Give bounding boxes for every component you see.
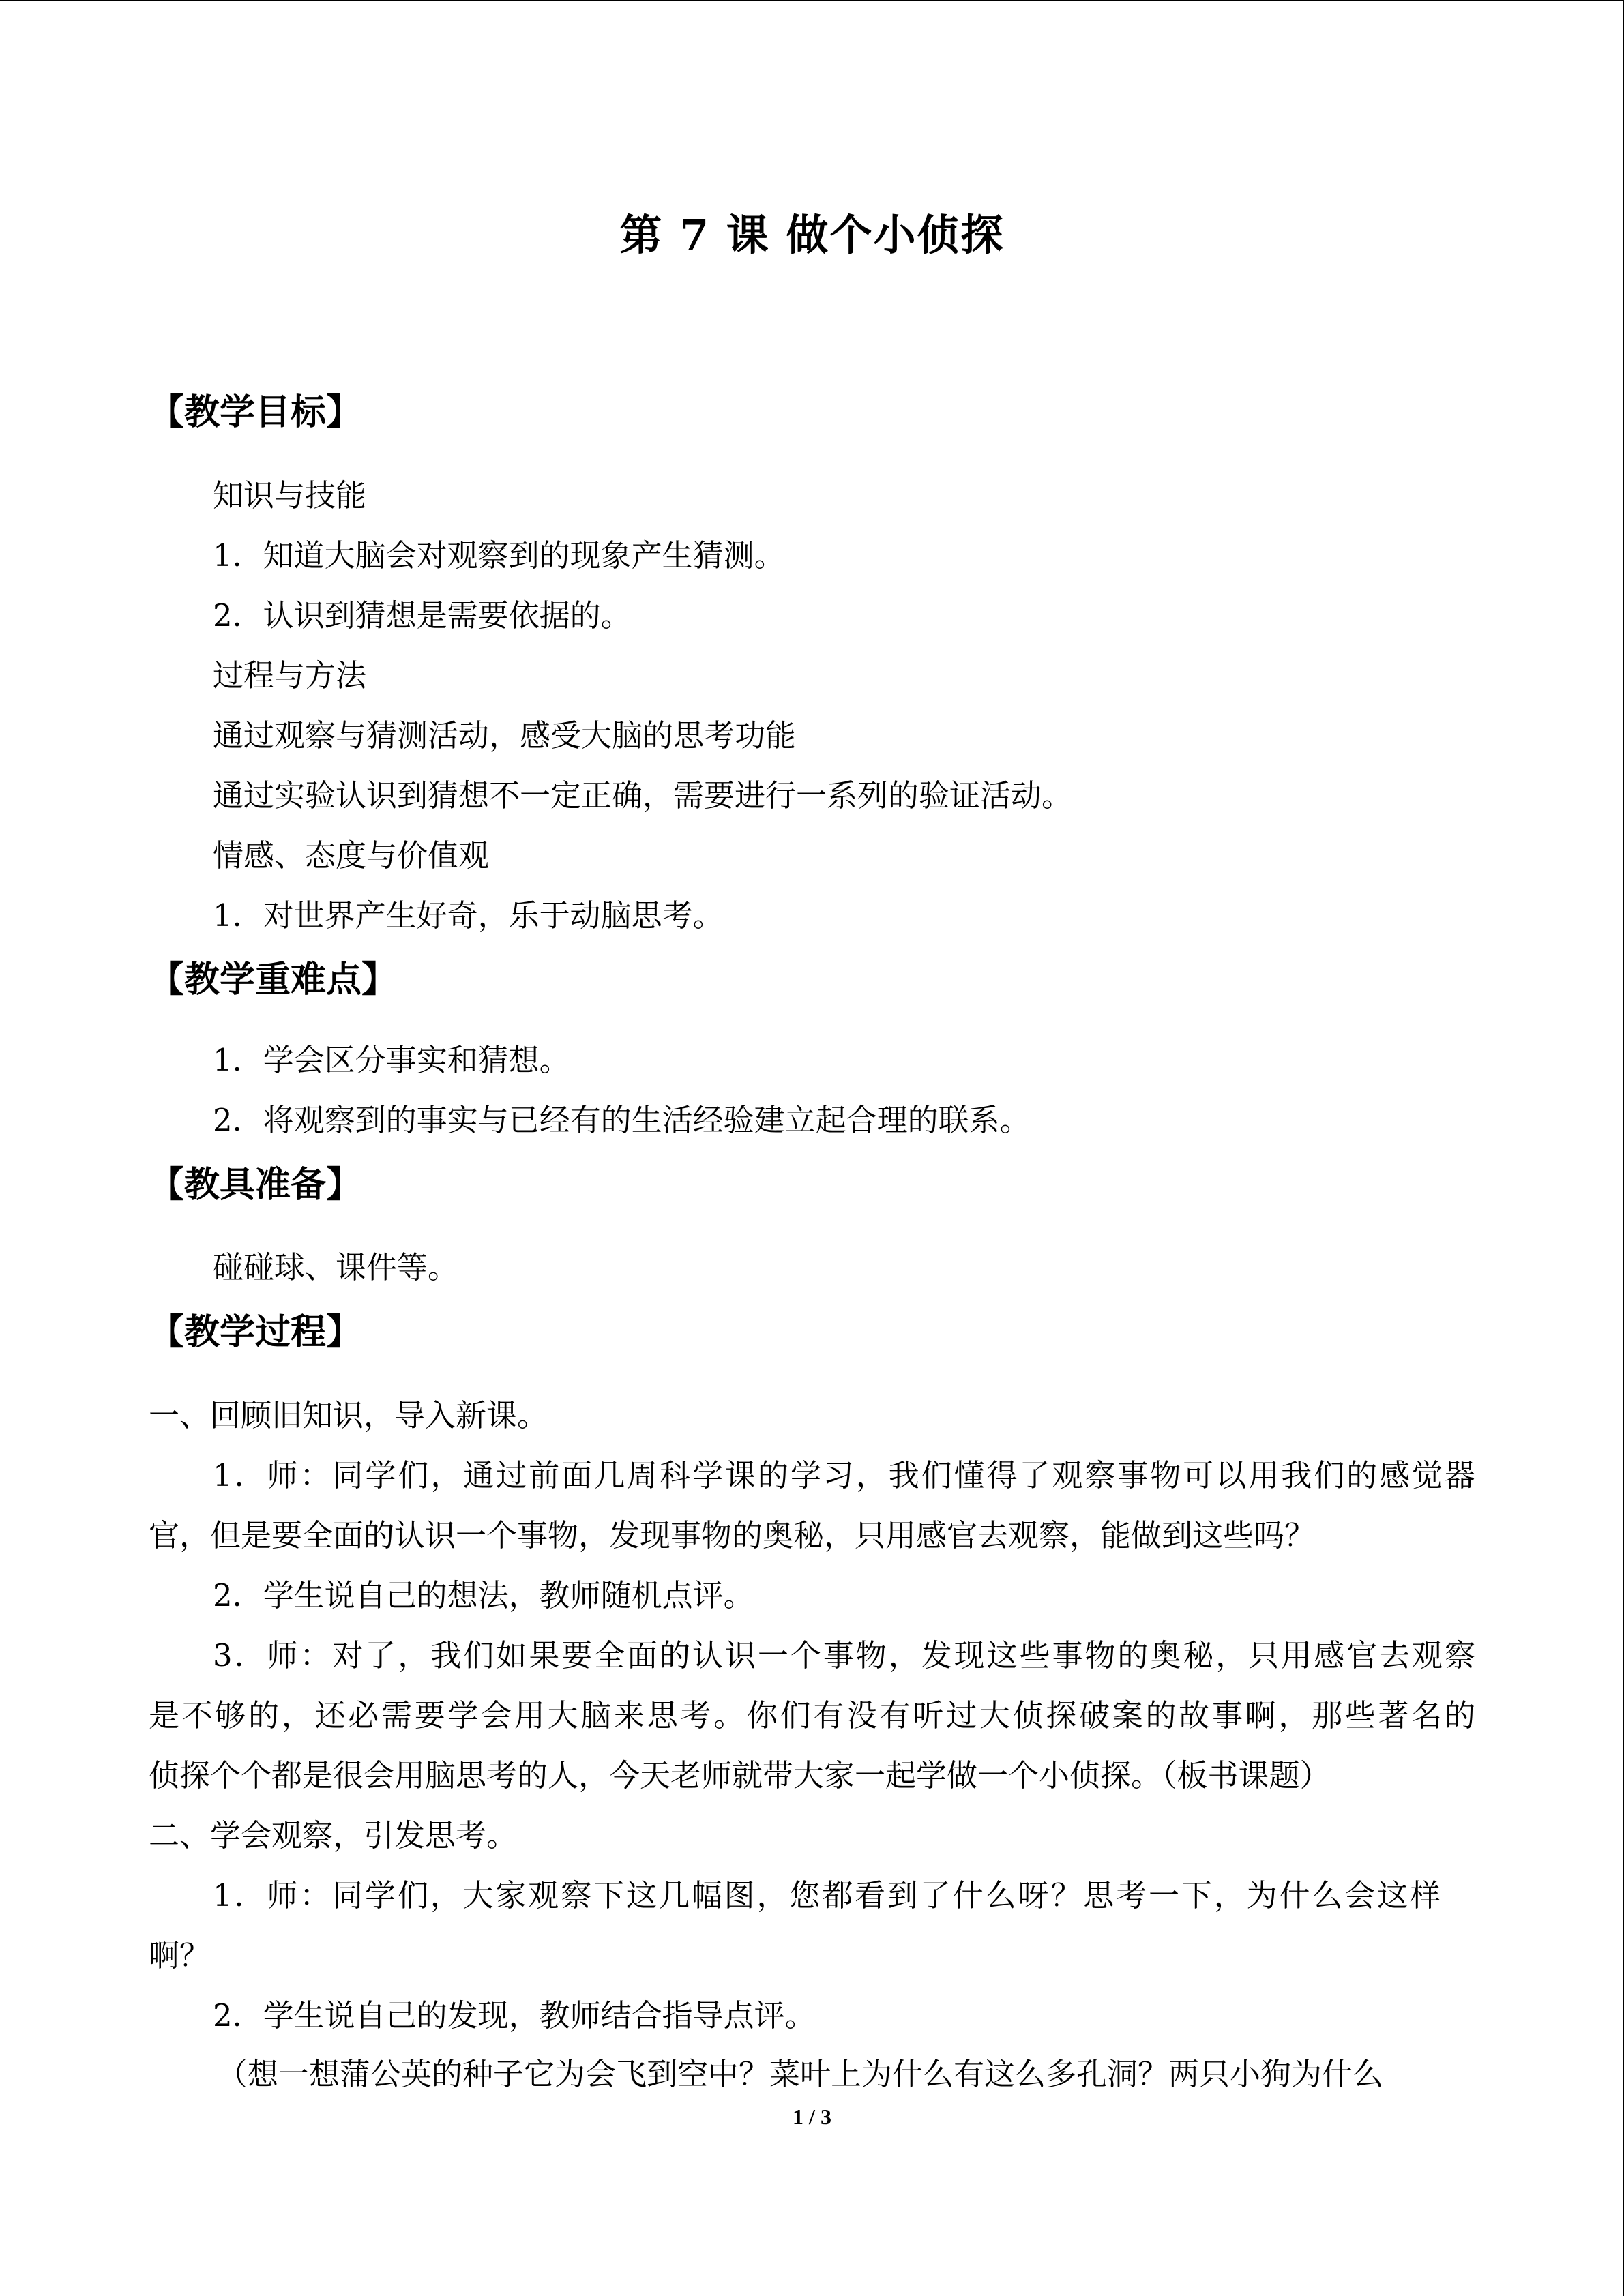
key-point-1: 1．学会区分事实和猜想。 [213,1042,570,1078]
page-number: 1 / 3 [793,2104,831,2129]
process-line-1a: 1．师：同学们，通过前面几周科学课的学习，我们懂得了观察事物可以用我们的感觉器 [213,1457,1475,1493]
process-step-2-title: 二、学会观察，引发思考。 [149,1817,518,1853]
goal-line-knowledge: 知识与技能 [213,477,367,513]
goal-line-process: 过程与方法 [213,657,367,694]
process-line-1b: 官，但是要全面的认识一个事物，发现事物的奥秘，只用感官去观察，能做到这些吗？ [149,1517,1316,1553]
process-line-5: 2．学生说自己的发现，教师结合指导点评。 [213,1997,816,2033]
page-top-border [0,0,1623,1]
heading-process: 【教学过程】 [149,1312,362,1353]
process-line-2: 2．学生说自己的想法，教师随机点评。 [213,1577,754,1613]
heading-teaching-goals: 【教学目标】 [149,392,362,433]
goal-line-2: 2．认识到猜想是需要依据的。 [213,597,632,633]
process-line-3a: 3．师：对了，我们如果要全面的认识一个事物，发现这些事物的奥秘，只用感官去观察 [213,1637,1475,1673]
goal-line-1: 1．知道大脑会对观察到的现象产生猜测。 [213,537,785,573]
key-point-2: 2．将观察到的事实与已经有的生活经验建立起合理的联系。 [213,1102,1031,1138]
process-line-4a: 1．师：同学们，大家观察下这几幅图，您都看到了什么呀？思考一下，为什么会这样 [213,1877,1441,1913]
goal-line-process-2: 通过实验认识到猜想不一定正确，需要进行一系列的验证活动。 [213,777,1073,814]
heading-key-points: 【教学重难点】 [149,959,398,1000]
process-step-1-title: 一、回顾旧知识，导入新课。 [149,1397,548,1433]
goal-line-process-1: 通过观察与猜测活动，感受大脑的思考功能 [213,717,797,754]
process-line-4b: 啊？ [149,1937,211,1973]
process-line-3c: 侦探个个都是很会用脑思考的人，今天老师就带大家一起学做一个小侦探。（板书课题） [149,1757,1331,1793]
goal-line-attitude-1: 1．对世界产生好奇，乐于动脑思考。 [213,897,724,934]
materials-line: 碰碰球、课件等。 [213,1249,459,1285]
process-line-6: （想一想蒲公英的种子它为会飞到空中？菜叶上为什么有这么多孔洞？两只小狗为什么 [217,2056,1384,2092]
heading-materials: 【教具准备】 [149,1165,362,1206]
process-line-3b: 是不够的，还必需要学会用大脑来思考。你们有没有听过大侦探破案的故事啊，那些著名的 [149,1697,1475,1733]
document-title: 第 7 课 做个小侦探 [619,210,1005,260]
goal-line-attitude: 情感、态度与价值观 [213,837,490,874]
